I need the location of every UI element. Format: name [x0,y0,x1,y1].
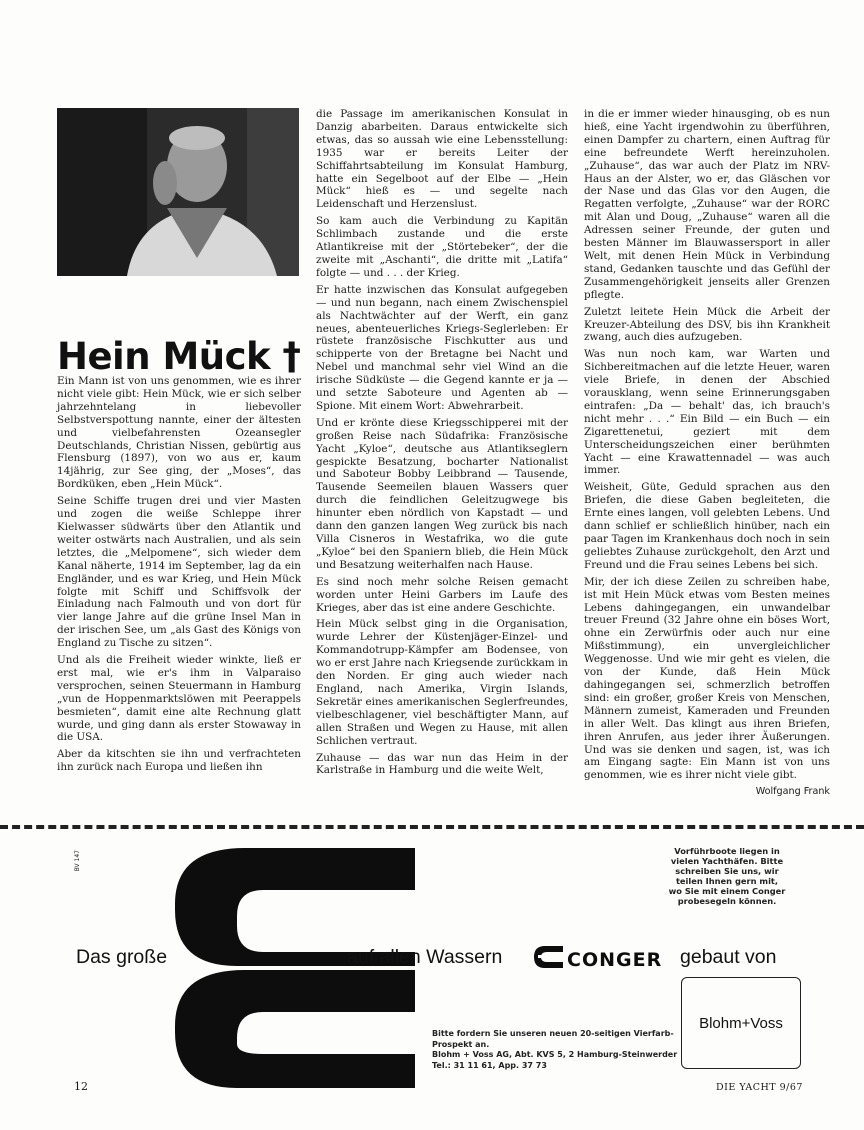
paragraph: in die er immer wieder hinausging, ob es nun hieß, eine Yacht irgendwohin zu überführen, einen Dampfer zu chartern, einen Auftrag für eine befreundete Werft hereinzuholen. „Zuhause“, das war auch der Platz im NRV-Haus an der Alster, wo er, das Gläschen vor der Nase und das Glas vor den Augen, die Regatten verfolgte, „Zuhause“ war der RORC mit Alan und Doug, „Zuhause“ waren all die Adressen seiner Freunde, der guten und besten Männer im Blauwassersport in aller Welt, mit denen Hein Mück in Verbindung stand, Gedanken tauschte und das Gefühl der Zusammengehörigkeit jenseits aller Grenzen pflegte. [584,108,830,301]
paragraph: Er hatte inzwischen das Konsulat aufgegeben — und nun begann, nach einem Zwischenspiel als Nachtwächter auf der Werft, ein ganz neues, abenteuerliches Kriegs-Seglerleben: Er rüstete französische Fischkutter aus und schipperte von der Bretagne bei Nacht und Nebel und manchmal sehr viel Wind an die irische Südküste — die Gegend kannte er ja — und setzte Saboteure und Agenten ab — Spione. Mit einem Wort: Abwehrarbeit. [316,283,568,412]
company-name: Blohm+Voss [699,1014,783,1032]
ad-slogan-start: Das große [76,946,168,968]
conger-logo [531,943,677,973]
ad-slogan-middle: auf allen Wassern [347,946,503,968]
author-signature: Wolfgang Frank [755,786,830,798]
article-column-3 [584,108,830,799]
svg-text:CONGER: CONGER [567,949,663,971]
ad-brochure-text: Bitte fordern Sie unseren neuen 20-seitigen Vierfarb-Prospekt an. [432,1029,674,1049]
ad-address: Blohm + Voss AG, Abt. KVS 5, 2 Hamburg-Steinwerder [432,1050,678,1059]
paragraph: die Passage im amerikanischen Konsulat in Danzig abarbeiten. Daraus entwickelte sich etwas, das so aussah wie eine Lebensstellung: 1935 war er bereits Leiter der Schiffahrtsabteilung im Konsulat Hamburg, hatte ein Segelboot auf der Elbe — „Hein Mück“ hieß es — und segelte nach Leidenschaft und Herzenslust. [316,108,568,211]
magazine-issue: DIE YACHT 9/67 [716,1082,803,1093]
ad-phone: Tel.: 31 11 61, App. 37 73 [432,1060,547,1070]
paragraph: Ein Mann ist von uns genommen, wie es ihrer nicht viele gibt: Hein Mück, wie er sich selber jahrzehntelang in liebevoller Selbstverspottung nannte, einer der ältesten und vielbefahrensten Ozeansegler Deutschlands, Christian Nissen, gebürtig aus Flensburg (1897), von wo aus er, kaum 14jährig, zur See ging, der „Moses“, das Bordküken, eben „Hein Mück“. [57,375,301,491]
article-title: Hein Mück † [57,335,301,378]
paragraph: Und als die Freiheit wieder winkte, ließ er erst mal, wie er's ihm in Valparaiso versprochen, seinen Steuermann in Hamburg „vun de Hoppenmarktslöwen mit Peerappels besmieten“, damit eine alte Rechnung glatt wurde, und ging dann als erster Stowaway in die USA. [57,654,301,744]
ad-contact [432,1029,682,1071]
ad-info-text: Vorführboote liegen in vielen Yachthäfen. Bitte schreiben Sie uns, wir teilen Ihnen gern mit, wo Sie mit einem Conger probesegeln können. [668,846,786,906]
paragraph: Zuletzt leitete Hein Mück die Arbeit der Kreuzer-Abteilung des DSV, bis ihn Krankheit zwang, auch dies aufzugeben. [584,305,830,344]
paragraph: Aber da kitschten sie ihn und verfrachteten ihn zurück nach Europa und ließen ihn [57,748,301,774]
portrait-photo [57,108,299,276]
ad-divider [0,825,864,829]
paragraph: Zuhause — das war nun das Heim in der Karlstraße in Hamburg und die weite Welt, [316,751,568,777]
article-column-2 [316,108,568,781]
paragraph: So kam auch die Verbindung zu Kapitän Schlimbach zustande und die erste Atlantikreise mit der „Störtebeker“, der die zweite mit „Aschanti“, die dritte mit „Latifa“ folgte — und . . . der Krieg. [316,215,568,279]
ad-code: BV 147 [74,850,81,872]
paragraph: Es sind noch mehr solche Reisen gemacht worden unter Heini Garbers im Laufe des Krieges, aber das ist eine andere Geschichte. [316,575,568,614]
article-column-1 [57,375,301,778]
paragraph: Mir, der ich diese Zeilen zu schreiben habe, ist mit Hein Mück etwas vom Besten meines Lebens dahingegangen, ein unwandelbar treuer Freund (32 Jahre ohne ein böses Wort, ohne ein Zerwürfnis oder auch nur eine Mißstimmung), ein unvergleichlicher Weggenosse. Und wie mir geht es vielen, die von der Kunde, daß Hein Mück dahingegangen sei, schmerzlich betroffen sind: ein großer, großer Kreis von Menschen, Männern zumeist, Kameraden und Freunden in aller Welt. Das klingt aus ihren Briefen, ihren Anrufen, aus jeder ihrer Äußerungen. Und was sie denken und sagen, ist, was ich am Eingang sagte: Ein Mann ist von uns genommen, wie es ihrer nicht viele gibt. [584,575,830,782]
paragraph: Und er krönte diese Kriegsschipperei mit der großen Reise nach Südafrika: Französische Yacht „Kyloe“, deutsche aus Atlantikseglern gespickte Besatzung, bocharter Nationalist und Saboteur Bobby Leibbrand — Tausende, Tausende Seemeilen blauen Wassers quer durch die feindlichen Geleitzugwege bis hinunter eben nördlich von Kapstadt — und dann den ganzen langen Weg zurück bis nach Villa Cisneros in Westafrika, wo die gute „Kyloe“ bei den Spaniern blieb, die Hein Mück und Besatzung weiterhalfen nach Hause. [316,416,568,571]
paragraph: Seine Schiffe trugen drei und vier Masten und zogen die weiße Schleppe ihrer Kielwasser südwärts über den Atlantik und weiter ostwärts nach Australien, und als sein letztes, die „Melpomene“, sich wieder dem Kanal näherte, 1914 im September, lag da ein Engländer, und es war Krieg, und Hein Mück folgte mit Schiff und Schiffsvolk der Einladung nach Falmouth und von dort für vier lange Jahre auf die grüne Insel Man in der irischen See, um „als Gast des Königs von England zu Tische zu sitzen“. [57,495,301,650]
page-number: 12 [74,1080,88,1093]
blohm-voss-logo-box [681,977,801,1069]
paragraph: Was nun noch kam, war Warten und Sichbereitmachen auf die letzte Heuer, waren viele Briefe, in denen der Abschied vorausklang, wenn seine Erinnerungsgaben eintrafen: „Da — behalt' das, ich brauch's nicht mehr . . .“ Ein Bild — ein Buch — ein Zigarettenetui, geziert mit dem Unterscheidungszeichen einer berühmten Yacht — eine Krawattennadel — was auch immer. [584,348,830,477]
paragraph: Weisheit, Güte, Geduld sprachen aus den Briefen, die diese Gaben begleiteten, die Ernte eines langen, voll gelebten Lebens. Und dann schlief er schließlich hinüber, nach ein paar Tagen im Krankenhaus doch noch in sein geliebtes Zuhause zurückgeholt, den Arzt und Freund und die Frau seines Lebens bei sich. [584,481,830,571]
paragraph: Hein Mück selbst ging in die Organisation, wurde Lehrer der Küstenjäger-Einzel- und Kommandotrupp-Kämpfer am Bodensee, von wo er erst Jahre nach Kriegsende zurückkam in den Norden. Er ging auch wieder nach England, nach Amerika, Virgin Islands, Sekretär eines amerikanischen Seglerfreundes, vielbeschlagener, viel beschäftigter Mann, auf allen Straßen und Wegen zu Hause, mit allen Schlichen vertraut. [316,618,568,747]
ad-slogan-end: gebaut von [680,946,777,968]
